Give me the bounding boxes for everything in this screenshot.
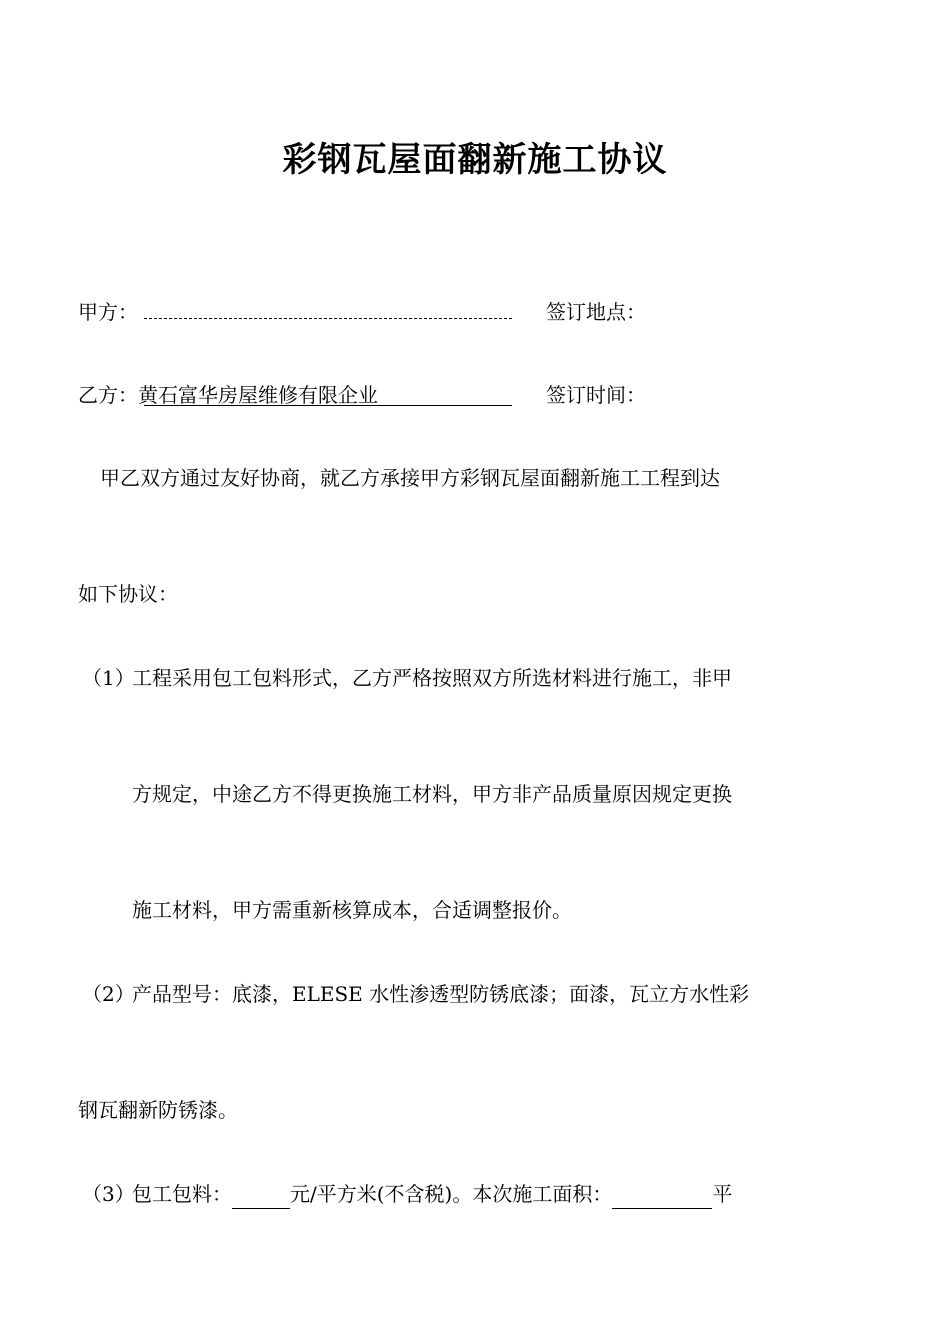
area-blank xyxy=(612,1180,712,1209)
clause-1-line-3: 施工材料，甲方需重新核算成本，合适调整报价。 xyxy=(132,898,572,922)
clause-2-line-2: 钢瓦翻新防锈漆。 xyxy=(78,1098,238,1122)
clause-3-line xyxy=(132,1180,732,1209)
clause-1-line-1: 工程采用包工包料形式，乙方严格按照双方所选材料进行施工，非甲 xyxy=(132,666,732,690)
party-a-row xyxy=(78,298,138,326)
sign-place-label: 签订地点： xyxy=(546,300,646,324)
party-a-label: 甲方： xyxy=(78,300,138,324)
clause-2-number: （2） xyxy=(82,982,135,1006)
clause-3-number: （3） xyxy=(82,1182,135,1206)
clause-3-prefix: 包工包料： xyxy=(132,1182,232,1206)
document-title: 彩钢瓦屋面翻新施工协议 xyxy=(282,140,668,180)
intro-line-1: 甲乙双方通过友好协商，就乙方承接甲方彩钢瓦屋面翻新施工工程到达 xyxy=(100,466,720,490)
clause-1-line-2: 方规定，中途乙方不得更换施工材料，甲方非产品质量原因规定更换 xyxy=(132,782,732,806)
clause-3-unit-price-suffix: 元/平方米(不含税)。本次施工面积： xyxy=(290,1182,613,1206)
unit-price-blank xyxy=(232,1180,290,1209)
intro-line-2: 如下协议： xyxy=(78,582,178,606)
party-a-blank xyxy=(144,318,512,319)
party-b-name: 黄石富华房屋维修有限企业 xyxy=(138,383,378,407)
party-b-label: 乙方： xyxy=(78,383,138,407)
sign-time-label: 签订时间： xyxy=(546,383,646,407)
clause-3-area-suffix: 平 xyxy=(712,1182,733,1206)
clause-1-number: （1） xyxy=(82,666,135,690)
party-b-underline xyxy=(144,405,512,406)
clause-2-line-1: 产品型号：底漆，ELESE 水性渗透型防锈底漆；面漆，瓦立方水性彩 xyxy=(132,982,750,1006)
